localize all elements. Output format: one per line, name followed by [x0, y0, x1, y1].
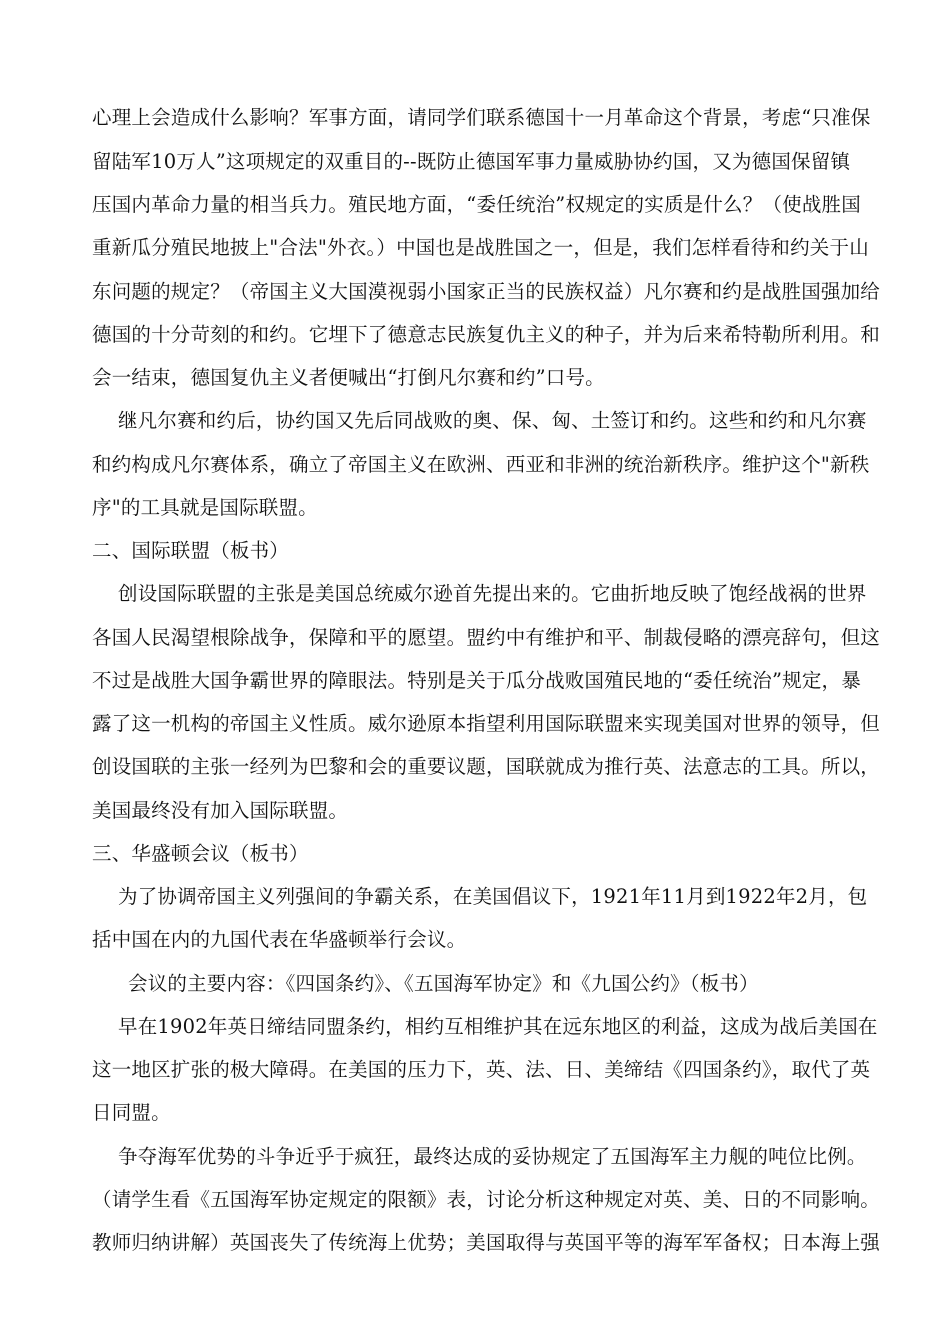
- content-summary-line: 会议的主要内容：《四国条约》、《五国海军协定》和《九国公约》（板书）: [128, 972, 759, 995]
- paragraph-first-line: 早在1902年英日缔结同盟条约，相约互相维护其在远东地区的利益，这成为战后美国在: [118, 1015, 878, 1038]
- text-line: 德国的十分苛刻的和约。它埋下了德意志民族复仇主义的种子，并为后来希特勒所利用。和: [92, 323, 881, 346]
- text-line: 括中国在内的九国代表在华盛顿举行会议。: [92, 928, 467, 951]
- paragraph-first-line: 继凡尔赛和约后，协约国又先后同战败的奥、保、匈、土签订和约。这些和约和凡尔赛: [118, 409, 867, 432]
- text-line: 日同盟。: [92, 1101, 171, 1124]
- text-line: 创设国联的主张一经列为巴黎和会的重要议题，国联就成为推行英、法意志的工具。所以，: [92, 755, 881, 778]
- text-line: 重新瓜分殖民地披上"合法"外衣。）中国也是战胜国之一，但是，我们怎样看待和约关于山: [92, 236, 869, 259]
- text-line: 压国内革命力量的相当兵力。殖民地方面，“委任统治”权规定的实质是什么？（使战胜国: [92, 193, 861, 216]
- section-heading: 二、国际联盟（板书）: [92, 539, 290, 562]
- text-line: 序"的工具就是国际联盟。: [92, 496, 318, 519]
- text-line: 教师归纳讲解）英国丧失了传统海上优势；美国取得与英国平等的海军军备权；日本海上强: [92, 1231, 881, 1254]
- text-line: 不过是战胜大国争霸世界的障眼法。特别是关于瓜分战败国殖民地的“委任统治”规定，暴: [92, 669, 861, 692]
- text-line: 各国人民渴望根除战争，保障和平的愿望。盟约中有维护和平、制裁侵略的漂亮辞句，但这: [92, 626, 881, 649]
- text-line: （请学生看《五国海军协定规定的限额》表，讨论分析这种规定对英、美、日的不同影响。: [92, 1188, 881, 1211]
- text-line: 东问题的规定？（帝国主义大国漠视弱小国家正当的民族权益）凡尔赛和约是战胜国强加给: [92, 280, 881, 303]
- text-line: 心理上会造成什么影响？军事方面，请同学们联系德国十一月革命这个背景，考虑“只准保: [92, 106, 871, 129]
- text-line: 留陆军10万人”这项规定的双重目的--既防止德国军事力量威胁协约国，又为德国保留镇: [92, 150, 851, 173]
- paragraph-first-line: 争夺海军优势的斗争近乎于疯狂，最终达成的妥协规定了五国海军主力舰的吨位比例。: [118, 1145, 867, 1168]
- text-line: 露了这一机构的帝国主义性质。威尔逊原本指望利用国际联盟来实现美国对世界的领导，但: [92, 712, 881, 735]
- text-line: 这一地区扩张的极大障碍。在美国的压力下，英、法、日、美缔结《四国条约》，取代了英: [92, 1058, 871, 1081]
- section-heading: 三、华盛顿会议（板书）: [92, 842, 309, 865]
- paragraph-first-line: 为了协调帝国主义列强间的争霸关系，在美国倡议下，1921年11月到1922年2月，包: [118, 885, 868, 908]
- text-line: 美国最终没有加入国际联盟。: [92, 799, 349, 822]
- text-line: 和约构成凡尔赛体系，确立了帝国主义在欧洲、西亚和非洲的统治新秩序。维护这个"新秩: [92, 453, 870, 476]
- paragraph-first-line: 创设国际联盟的主张是美国总统威尔逊首先提出来的。它曲折地反映了饱经战祸的世界: [118, 582, 867, 605]
- text-line: 会一结束，德国复仇主义者便喊出“打倒凡尔赛和约”口号。: [92, 366, 605, 389]
